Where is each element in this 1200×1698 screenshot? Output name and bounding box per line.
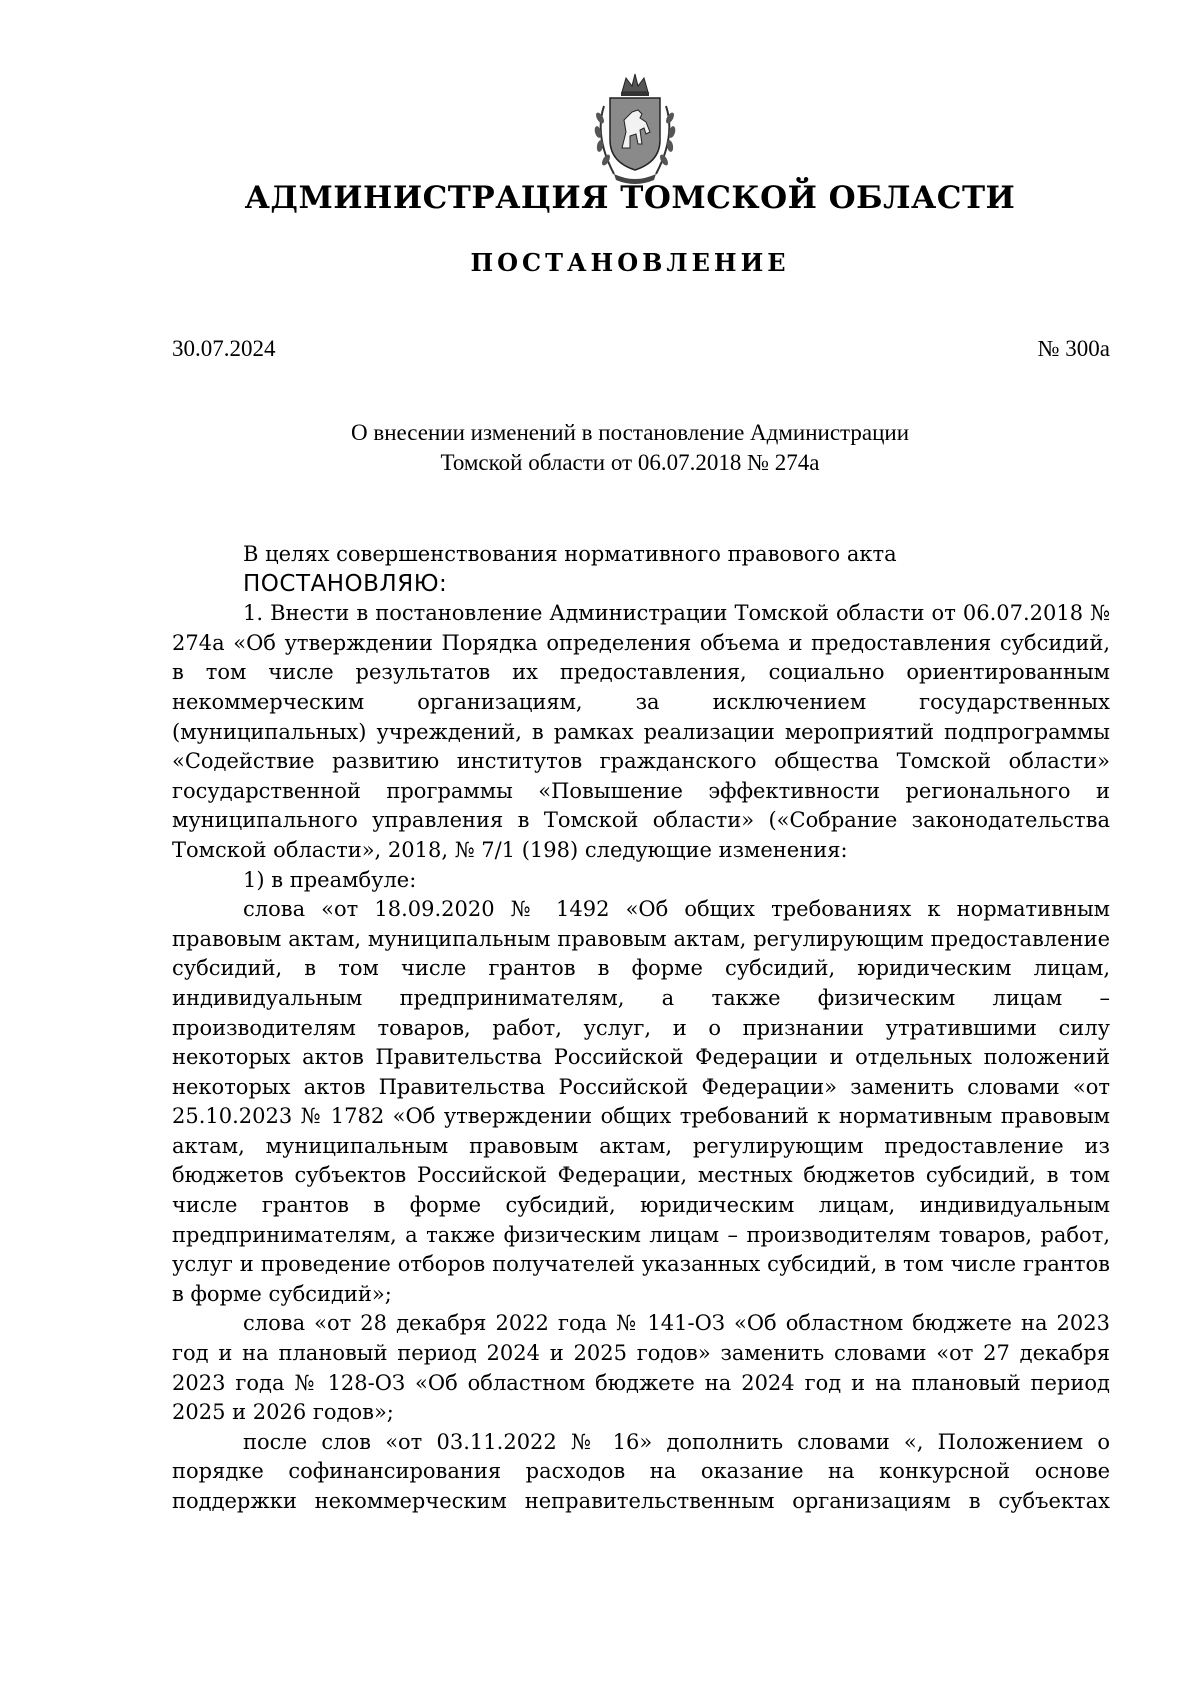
document-subject [170, 418, 1090, 478]
body-decree-word: ПОСТАНОВЛЯЮ: [243, 570, 448, 597]
organization-title: АДМИНИСТРАЦИЯ ТОМСКОЙ ОБЛАСТИ [244, 180, 1016, 216]
body-paragraph-purpose: В целях совершенствования нормативного правового акта [243, 542, 897, 566]
document-body [172, 540, 1110, 1517]
body-paragraph-words-2: слова «от 28 декабря 2022 года № 141-ОЗ «Об областном бюджете на 2023 год и на плановый период 2024 и 2025 годов» заменить словами «от 27 декабря 2023 года № 128-ОЗ «Об областном бюджете на 2024 год и на плановый период 2025 и 2026 годов»; [172, 1311, 1110, 1425]
document-date: 30.07.2024 [172, 336, 276, 361]
document-number: № 300а [1037, 336, 1110, 361]
tomsk-coat-of-arms-icon [580, 70, 690, 190]
body-paragraph-after-words: после слов «от 03.11.2022 № 16» дополнить словами «, Положением о порядке софинансирования расходов на оказание на конкурсной основе поддержки некоммерческим неправительственным организациям в субъектах [172, 1429, 1110, 1513]
subject-line-1: О внесении изменений в постановление Администрации [350, 420, 910, 445]
body-paragraph-preamble: 1) в преамбуле: [243, 867, 417, 892]
body-paragraph-item-1: 1. Внести в постановление Администрации Томской области от 06.07.2018 № 274а «Об утверждении Порядка определения объема и предоставления субсидий, в том числе результатов их предоставления, социально ориентированным некоммерческим организациям, за исключением государственных (муниципальных) учреждений, в рамках реализации мероприятий подпрограммы «Содействие развитию институтов гражданского общества Томской области» государственной программы «Повышение эффективности регионального и муниципального управления в Томской области» («Собрание законодательства Томской области», 2018, № 7/1 (198) следующие изменения: [172, 601, 1110, 862]
body-paragraph-words-1: слова «от 18.09.2020 № 1492 «Об общих требованиях к нормативным правовым актам, муниципальным правовым актам, регулирующим предоставление субсидий, в том числе грантов в форме субсидий, юридическим лицам, индивидуальным предпринимателям, а также физическим лицам – производителям товаров, работ, услуг, и о признании утратившими силу некоторых актов Правительства Российской Федерации и отдельных положений некоторых актов Правительства Российской Федерации» заменить словами «от 25.10.2023 № 1782 «Об утверждении общих требований к нормативным правовым актам, муниципальным правовым актам, регулирующим предоставление из бюджетов субъектов Российской Федерации, местных бюджетов субсидий, в том числе грантов в форме субсидий, юридическим лицам, индивидуальным предпринимателям, а также физическим лицам – производителям товаров, работ, услуг и проведение отборов получателей указанных субсидий, в том числе грантов в форме субсидий»; [172, 897, 1110, 1306]
subject-line-2: Томской области от 06.07.2018 № 274а [440, 450, 820, 475]
document-type-heading: ПОСТАНОВЛЕНИЕ [470, 248, 790, 277]
